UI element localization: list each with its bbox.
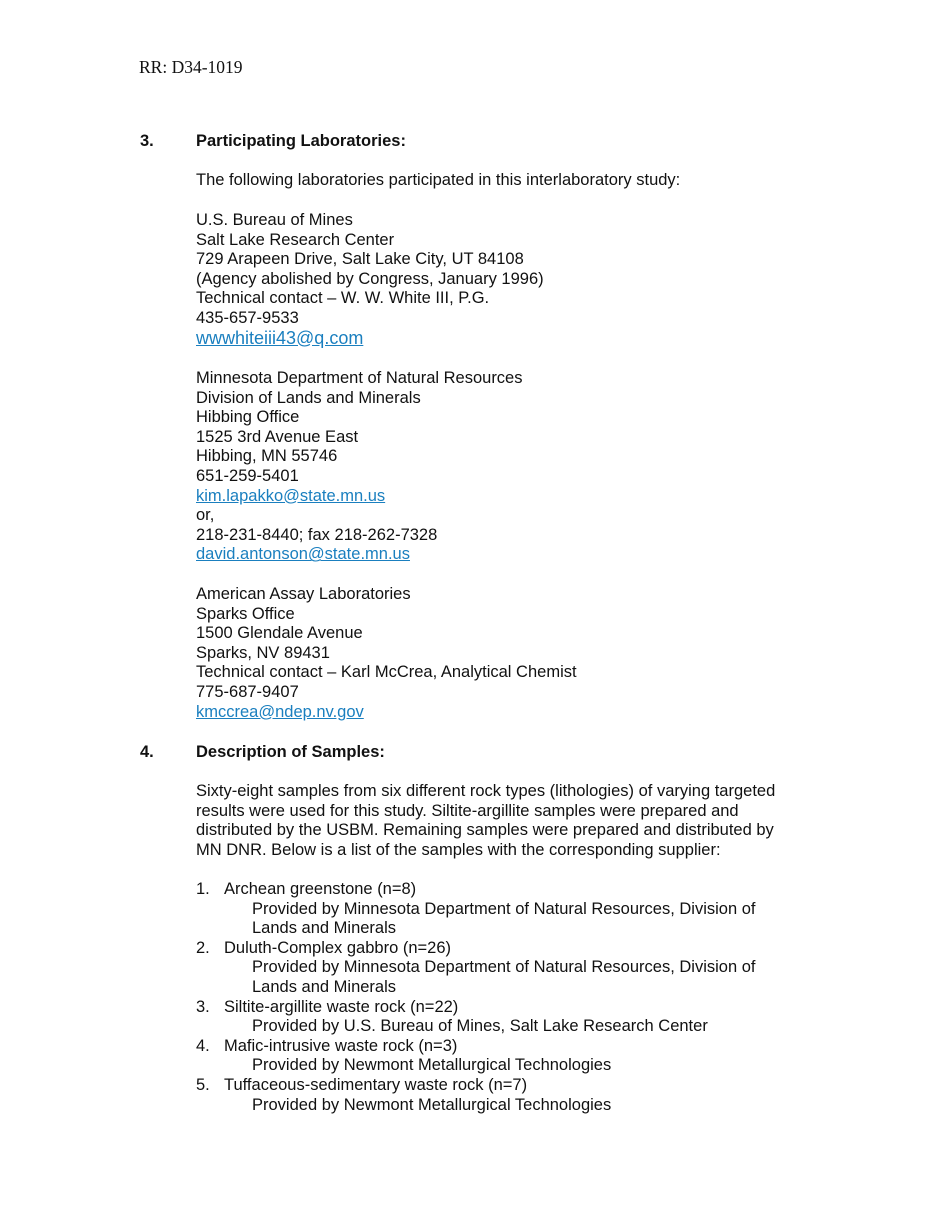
list-item-number: 1. <box>196 880 210 898</box>
list-item-label: Duluth-Complex gabbro (n=26) <box>224 938 451 957</box>
list-item <box>196 880 836 939</box>
lab-mndnr-city: Hibbing, MN 55746 <box>196 447 338 466</box>
lab-aal-phone: 775-687-9407 <box>196 682 299 701</box>
lab-mndnr-division: Division of Lands and Minerals <box>196 388 421 407</box>
list-item <box>196 1037 836 1076</box>
section-3-title: Participating Laboratories: <box>196 132 406 150</box>
list-item-supplier: Provided by Newmont Metallurgical Technologies <box>252 1056 612 1075</box>
list-item-label: Mafic-intrusive waste rock (n=3) <box>224 1036 458 1055</box>
list-item-number: 4. <box>196 1036 210 1055</box>
lab-mndnr-office: Hibbing Office <box>196 408 300 427</box>
lab-mndnr-name: Minnesota Department of Natural Resources <box>196 369 523 387</box>
lab-usbm <box>196 211 836 349</box>
lab-mndnr-or: or, <box>196 506 215 525</box>
paragraph-line: MN DNR. Below is a list of the samples with the corresponding supplier: <box>196 840 721 859</box>
list-item-number: 2. <box>196 938 210 957</box>
list-item-number: 5. <box>196 1075 210 1094</box>
lab-aal-email-link[interactable]: kmccrea@ndep.nv.gov <box>196 702 364 721</box>
lab-aal-office: Sparks Office <box>196 604 295 623</box>
list-item-supplier-cont: Lands and Minerals <box>252 919 397 938</box>
list-item-supplier: Provided by U.S. Bureau of Mines, Salt Lake Research Center <box>252 1017 708 1036</box>
document-reference: RR: D34-1019 <box>139 57 243 77</box>
lab-aal-name: American Assay Laboratories <box>196 585 411 603</box>
list-item <box>196 939 836 998</box>
list-item <box>196 1076 836 1115</box>
paragraph-line: results were used for this study. Siltite-argillite samples were prepared and <box>196 801 739 820</box>
lab-usbm-center: Salt Lake Research Center <box>196 230 395 249</box>
lab-mndnr-email-link-1[interactable]: kim.lapakko@state.mn.us <box>196 486 386 505</box>
paragraph-line: Sixty-eight samples from six different rock types (lithologies) of varying targeted <box>196 782 776 800</box>
lab-usbm-address: 729 Arapeen Drive, Salt Lake City, UT 84108 <box>196 250 524 269</box>
list-item-supplier: Provided by Minnesota Department of Natural Resources, Division of <box>252 958 756 977</box>
lab-usbm-phone: 435-657-9533 <box>196 308 299 327</box>
list-item-supplier: Provided by Newmont Metallurgical Technologies <box>252 1095 612 1114</box>
lab-mndnr-email-link-2[interactable]: david.antonson@state.mn.us <box>196 545 410 564</box>
section-4-title: Description of Samples: <box>196 743 385 761</box>
list-item-supplier: Provided by Minnesota Department of Natural Resources, Division of <box>252 899 756 918</box>
lab-mndnr-phone-fax: 218-231-8440; fax 218-262-7328 <box>196 525 438 544</box>
list-item-label: Siltite-argillite waste rock (n=22) <box>224 997 459 1016</box>
list-item-label: Archean greenstone (n=8) <box>224 880 417 898</box>
paragraph-line: distributed by the USBM. Remaining samples were prepared and distributed by <box>196 821 774 840</box>
sample-list <box>196 880 836 1115</box>
section-4-paragraph <box>196 782 836 860</box>
lab-aal-city: Sparks, NV 89431 <box>196 643 330 662</box>
section-3-number: 3. <box>140 132 154 150</box>
lab-mndnr-phone: 651-259-5401 <box>196 466 299 485</box>
list-item <box>196 998 836 1037</box>
lab-aal <box>196 585 836 722</box>
list-item-supplier-cont: Lands and Minerals <box>252 977 397 996</box>
section-3-intro: The following laboratories participated in this interlaboratory study: <box>196 171 681 189</box>
section-4-number: 4. <box>140 743 154 761</box>
lab-mndnr <box>196 369 836 565</box>
lab-mndnr-street: 1525 3rd Avenue East <box>196 427 359 446</box>
lab-usbm-contact: Technical contact – W. W. White III, P.G. <box>196 289 490 308</box>
lab-usbm-note: (Agency abolished by Congress, January 1996) <box>196 269 544 288</box>
lab-aal-street: 1500 Glendale Avenue <box>196 624 363 643</box>
lab-usbm-name: U.S. Bureau of Mines <box>196 211 353 229</box>
list-item-number: 3. <box>196 997 210 1016</box>
list-item-label: Tuffaceous-sedimentary waste rock (n=7) <box>224 1075 528 1094</box>
lab-aal-contact: Technical contact – Karl McCrea, Analytical Chemist <box>196 663 577 682</box>
lab-usbm-email-link[interactable]: wwwhiteiii43@q.com <box>196 327 364 348</box>
